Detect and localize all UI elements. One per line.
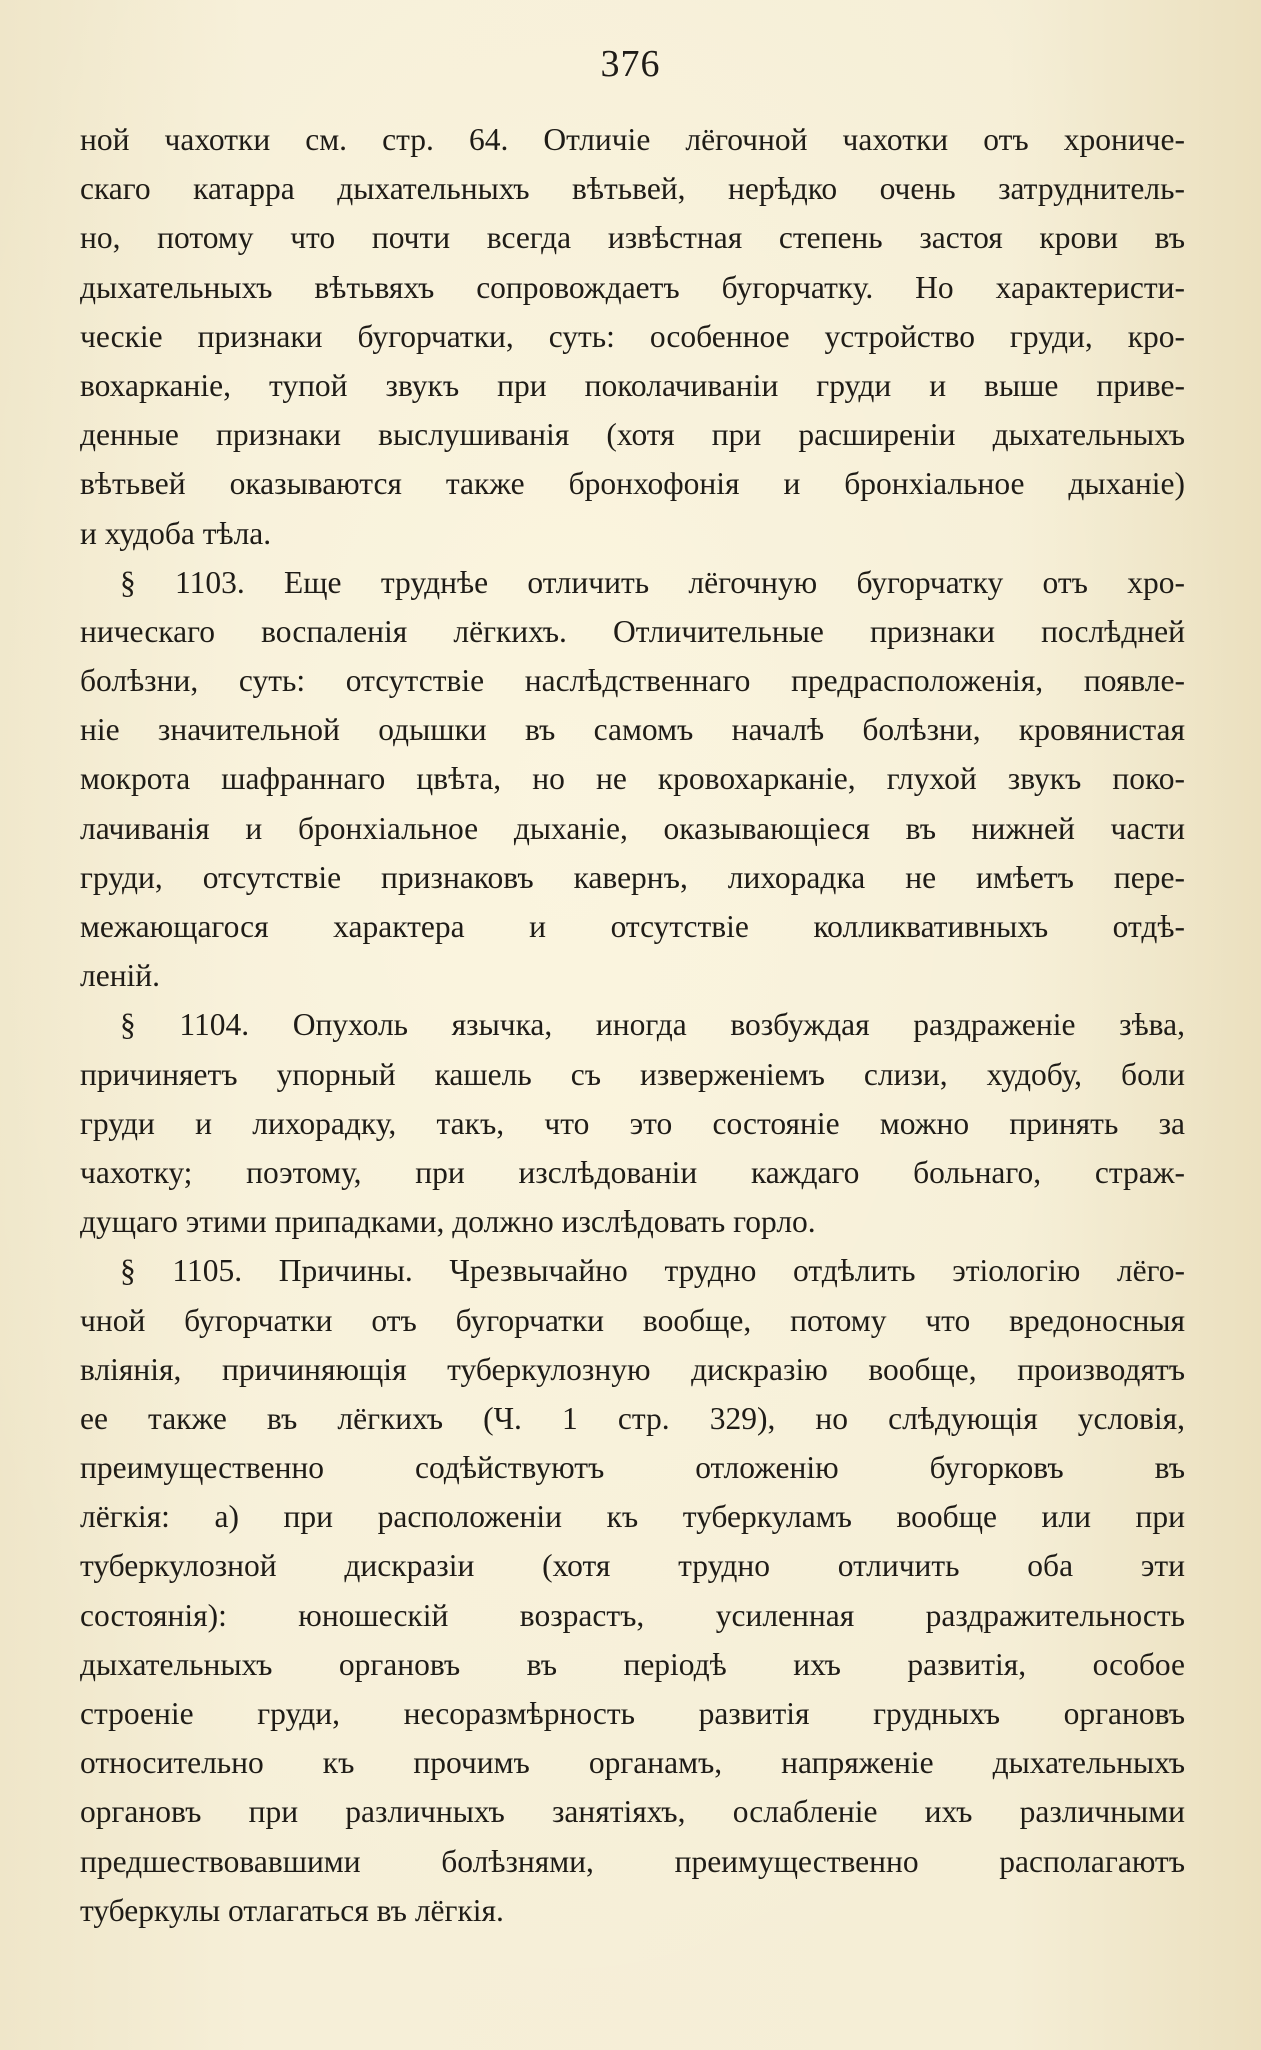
paragraph [80, 1000, 1185, 1246]
text-line: преимущественно содѣйствуютъ отложенію бугорковъ въ [80, 1450, 1185, 1486]
text-line: но, потому что почти всегда извѣстная степень застоя крови въ [80, 220, 1185, 256]
text-line: и худоба тѣла. [80, 515, 272, 551]
text-line: вохарканіе, тупой звукъ при поколачиваніи груди и выше приве- [80, 367, 1185, 403]
text-line: лачиванія и бронхіальное дыханіе, оказывающіеся въ нижней части [80, 810, 1185, 846]
text-line: ее также въ лёгкихъ (Ч. 1 стр. 329), но слѣдующія условія, [80, 1400, 1185, 1436]
text-line: органовъ при различныхъ занятіяхъ, ослабленіе ихъ различными [80, 1794, 1185, 1830]
body-text [80, 115, 1185, 1935]
paragraph [80, 558, 1185, 1001]
text-line: § 1105. Причины. Чрезвычайно трудно отдѣлить этіологію лёго- [120, 1253, 1185, 1289]
text-line: лёгкія: а) при расположеніи къ туберкуламъ вообще или при [80, 1499, 1185, 1535]
text-line: § 1103. Еще труднѣе отличить лёгочную бугорчатку отъ хро- [120, 564, 1185, 600]
text-line: вліянія, причиняющія туберкулозную дискразію вообще, производятъ [80, 1351, 1185, 1387]
text-line: состоянія): юношескій возрастъ, усиленная раздражительность [80, 1597, 1185, 1633]
text-line: болѣзни, суть: отсутствіе наслѣдственнаго предрасположенія, появле- [80, 663, 1185, 699]
text-line: груди и лихорадку, такъ, что это состояніе можно принять за [80, 1105, 1185, 1141]
text-line: предшествовавшими болѣзнями, преимущественно располагаютъ [80, 1843, 1185, 1879]
text-line: причиняетъ упорный кашель съ изверженіемъ слизи, худобу, боли [80, 1056, 1185, 1092]
text-line: денные признаки выслушиванія (хотя при расширеніи дыхательныхъ [80, 417, 1185, 453]
text-line: мокрота шафраннаго цвѣта, но не кровохарканіе, глухой звукъ поко- [80, 761, 1185, 797]
text-line: дущаго этими припадками, должно изслѣдовать горло. [80, 1204, 816, 1240]
text-line: ческіе признаки бугорчатки, суть: особенное устройство груди, кро- [80, 318, 1185, 354]
paragraph [80, 115, 1185, 558]
text-line: строеніе груди, несоразмѣрность развитія грудныхъ органовъ [80, 1696, 1185, 1731]
text-line: туберкулы отлагаться въ лёгкія. [80, 1892, 504, 1928]
text-line: § 1104. Опухоль язычка, иногда возбуждая раздраженіе зѣва, [120, 1007, 1185, 1043]
text-line: груди, отсутствіе признаковъ кавернъ, лихорадка не имѣетъ пере- [80, 859, 1185, 895]
text-line: чной бугорчатки отъ бугорчатки вообще, потому что вредоносныя [80, 1302, 1185, 1338]
paragraph [80, 1246, 1185, 1935]
text-line: межающагося характера и отсутствіе колликвативныхъ отдѣ- [80, 909, 1185, 944]
text-line: ническаго воспаленія лёгкихъ. Отличительные признаки послѣдней [80, 613, 1185, 649]
text-line: скаго катарра дыхательныхъ вѣтьвей, нерѣдко очень затруднитель- [80, 171, 1185, 207]
text-line: туберкулозной дискразіи (хотя трудно отличить оба эти [80, 1548, 1185, 1584]
text-line: дыхательныхъ вѣтьвяхъ сопровождаетъ бугорчатку. Но характеристи- [80, 269, 1185, 305]
text-line: относительно къ прочимъ органамъ, напряженіе дыхательныхъ [80, 1745, 1185, 1781]
text-line: вѣтьвей оказываются также бронхофонія и бронхіальное дыханіе) [80, 466, 1185, 502]
text-line: чахотку; поэтому, при изслѣдованіи каждаго больнаго, страж- [80, 1154, 1185, 1190]
text-line: ной чахотки см. стр. 64. Отличіе лёгочной чахотки отъ хрониче- [80, 122, 1185, 157]
page-number: 376 [600, 43, 661, 85]
text-line: дыхательныхъ органовъ въ періодѣ ихъ развитія, особое [80, 1646, 1185, 1682]
text-line: ніе значительной одышки въ самомъ началѣ болѣзни, кровянистая [80, 712, 1185, 748]
text-line: леній. [80, 958, 161, 994]
